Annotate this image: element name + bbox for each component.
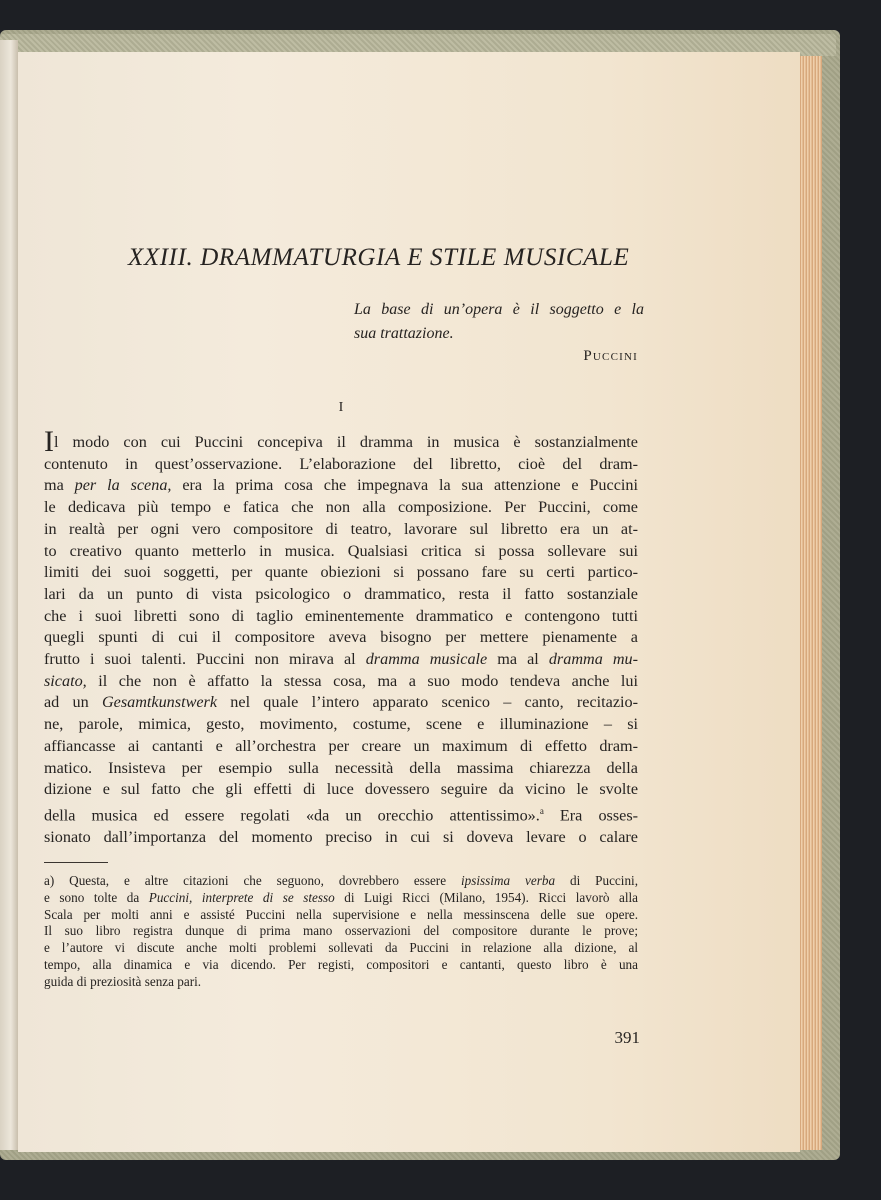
text-line: ma per la scena, era la prima cosa che impegnava la sua attenzione e Puccini: [44, 476, 638, 495]
footnote-line: Il suo libro registra dunque di prima mano osservazioni del compositore durante le prove;: [44, 923, 638, 939]
text-line: ad un Gesamtkunstwerk nel quale l’intero apparato scenico – canto, recitazio-: [44, 693, 638, 712]
text-line: sicato, il che non è affatto la stessa cosa, ma a suo modo tendeva anche lui: [44, 671, 638, 690]
text-line: Il modo con cui Puccini concepiva il dramma in musica è sostanzialmente: [44, 425, 638, 458]
text-line: lari da un punto di vista psicologico o drammatico, resta il fatto sostanziale: [44, 584, 638, 603]
text-line: matico. Insisteva per esempio sulla necessità della massima chiarezza della: [44, 758, 638, 777]
text-line: affiancasse ai cantanti e all’orchestra per creare un maximum di effetto dram-: [44, 736, 638, 755]
page-number: 391: [614, 1028, 640, 1047]
footnote-divider: [44, 862, 108, 863]
drop-cap: I: [44, 425, 54, 458]
epigraph: [354, 298, 644, 346]
text-line: frutto i suoi talenti. Puccini non mirava al dramma musicale ma al dramma mu-: [44, 650, 638, 669]
text-line: della musica ed essere regolati «da un orecchio attentissimo».$^a$ Era osses-: [44, 805, 639, 825]
text-line: to creativo quanto metterlo in musica. Qualsiasi critica si possa sollevare sui: [44, 541, 638, 560]
text-line: ne, parole, mimica, gesto, movimento, costume, scene e illuminazione – si: [44, 715, 638, 734]
text-line: quegli spunti di cui il compositore aveva bisogno per mettere pienamente a: [44, 628, 638, 647]
chapter-title: XXIII. DRAMMATURGIA E STILE MUSICALE: [128, 244, 630, 271]
footnote-marker: a: [539, 805, 544, 816]
book-gutter: [0, 40, 18, 1150]
text-line: le dedicava più tempo e fatica che non alla composizione. Per Puccini, come: [44, 498, 638, 517]
text-line: contenuto in quest’osservazione. L’elaborazione del libretto, cioè del dram-: [44, 454, 638, 473]
text-line: limiti dei suoi soggetti, per quante obiezioni si possano fare su certi partico-: [44, 563, 638, 582]
section-number: I: [338, 400, 344, 415]
body-text: [44, 425, 639, 849]
footnote-line: a) Questa, e altre citazioni che seguono, dovrebbero essere ipsissima verba di Puccini,: [44, 873, 639, 888]
epigraph-line: sua trattazione.: [354, 325, 454, 342]
epigraph-line: La base di un’opera è il soggetto e la: [354, 301, 644, 318]
text-line: dizione e sul fatto che gli effetti di luce dovessero seguire da vicino le svolte: [44, 780, 638, 799]
footnote-line: e sono tolte da Puccini, interprete di se stesso di Luigi Ricci (Milano, 1954). Ricci lavorò alla: [44, 889, 638, 905]
epigraph-author: Puccini: [583, 348, 638, 364]
footnote-line: e l’autore vi discute anche molti problemi sollevati da Puccini in relazione alla dizione, al: [44, 940, 638, 956]
text-line: sionato dall’importanza del momento preciso in cui si doveva levare o calare: [44, 828, 638, 847]
text-line: in realtà per ogni vero compositore di teatro, lavorare sul libretto era un at-: [44, 519, 638, 538]
footnote-line: Scala per molti anni e assisté Puccini nella supervisione e nella messinscena delle sue opere.: [44, 906, 638, 922]
footnote-line: tempo, alla dinamica e via dicendo. Per registi, compositori e cantanti, questo libro è una: [44, 956, 638, 972]
text-line: che i suoi libretti sono di taglio eminentemente drammatico e contengono tutti: [44, 606, 638, 625]
book-page: [18, 52, 800, 1152]
footnote-line: guida di preziosità senza pari.: [44, 973, 202, 989]
footnote: [44, 873, 638, 991]
